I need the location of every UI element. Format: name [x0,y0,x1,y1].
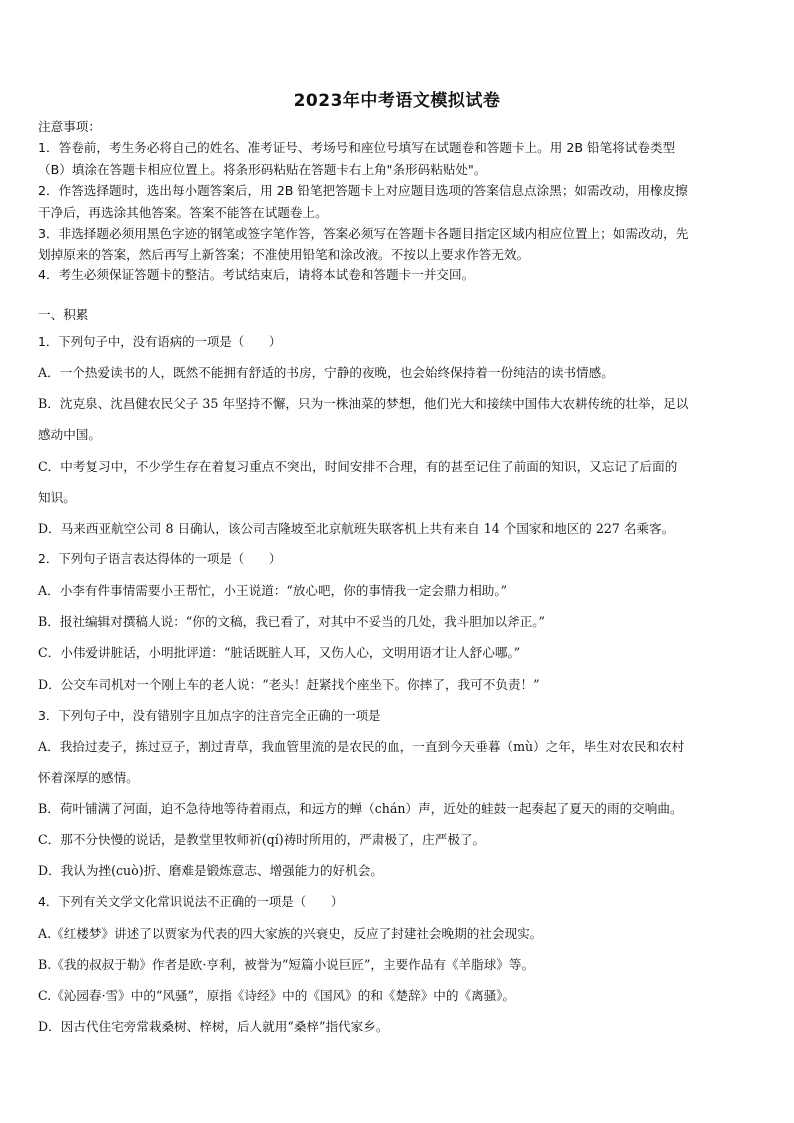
option-line: B．报社编辑对撰稿人说：“你的文稿，我已看了，对其中不妥当的几处，我斗胆加以斧正。” [38,614,545,629]
option-line: C．中考复习中，不少学生存在着复习重点不突出，时间安排不合理，有的甚至记住了前面的知识，又忘记了后面的 [38,459,678,474]
notice-line: 3．非选择题必须用黑色字迹的钢笔或签字笔作答，答案必须写在答题卡各题目指定区域内相应位置上；如需改动，先 [38,226,689,241]
section-heading: 一、积累 [38,307,89,322]
option-line: A．一个热爱读书的人，既然不能拥有舒适的书房，宁静的夜晚，也会始终保持着一份纯洁的读书情感。 [38,365,614,380]
page-title: 2023年中考语文模拟试卷 [293,91,501,111]
question-stem: 1．下列句子中，没有语病的一项是（ ） [38,334,282,349]
option-line: D．马来西亚航空公司 8 日确认，该公司吉隆坡至北京航班失联客机上共有来自 14 个国家和地区的 227 名乘客。 [38,521,675,536]
option-line: D．我认为挫(cuò)折、磨难是锻炼意志、增强能力的好机会。 [38,863,383,878]
option-line: C.《沁园春·雪》中的“风骚”，原指《诗经》中的《国风》的和《楚辞》中的《离骚》。 [38,988,516,1003]
notice-line: 划掉原来的答案，然后再写上新答案；不准使用铅笔和涂改液。不按以上要求作答无效。 [38,247,530,262]
option-line: 知识。 [38,490,76,505]
notice-line: 1．答卷前，考生务必将自己的姓名、准考证号、考场号和座位号填写在试题卷和答题卡上。用 2B 铅笔将试卷类型 [38,140,676,155]
question-stem: 4．下列有关文学文化常识说法不正确的一项是（ ） [38,894,344,909]
option-line: C．那不分快慢的说话，是教堂里牧师祈(qí)祷时所用的，严肃极了，庄严极了。 [38,832,486,847]
option-line: A．我拾过麦子，拣过豆子，割过青草，我血管里流的是农民的血，一直到今天垂暮（mù）之年，毕生对农民和农村 [38,739,685,754]
question-stem: 2．下列句子语言表达得体的一项是（ ） [38,551,282,566]
question-stem: 3．下列句子中，没有错别字且加点字的注音完全正确的一项是 [38,708,381,723]
notice-line: 2．作答选择题时，选出每小题答案后，用 2B 铅笔把答题卡上对应题目选项的答案信息点涂黑；如需改动，用橡皮擦 [38,183,688,198]
notice-heading: 注意事项： [38,119,101,134]
option-line: C．小伟爱讲脏话，小明批评道：“脏话既脏人耳，又伤人心，文明用语才让人舒心哪。” [38,645,521,660]
option-line: A.《红楼梦》讲述了以贾家为代表的四大家族的兴衰史，反应了封建社会晚期的社会现实。 [38,926,543,941]
option-line: 怀着深厚的感情。 [38,770,139,785]
option-line: A．小李有件事情需要小王帮忙，小王说道：“放心吧，你的事情我一定会鼎力相助。” [38,583,508,598]
option-line: 感动中国。 [38,427,101,442]
notice-line: 干净后，再选涂其他答案。答案不能答在试题卷上。 [38,205,328,220]
option-line: D．公交车司机对一个刚上车的老人说：“老头！赶紧找个座坐下。你摔了，我可不负责！” [38,677,540,692]
option-line: B.《我的叔叔于勒》作者是欧·亨利，被誉为“短篇小说巨匠”，主要作品有《羊脂球》等。 [38,957,535,972]
option-line: D．因古代住宅旁常栽桑树、梓树，后人就用“桑梓”指代家乡。 [38,1019,389,1034]
notice-line: （B）填涂在答题卡相应位置上。将条形码粘贴在答题卡右上角"条形码粘贴处"。 [38,162,487,177]
option-line: B．荷叶铺满了河面，迫不急待地等待着雨点，和远方的蝉（chán）声，近处的蛙鼓一起奏起了夏天的雨的交响曲。 [38,801,683,816]
notice-line: 4．考生必须保证答题卡的整洁。考试结束后，请将本试卷和答题卡一并交回。 [38,267,475,282]
option-line: B．沈克泉、沈昌健农民父子 35 年坚持不懈，只为一株油菜的梦想，他们光大和接续中国伟大农耕传统的壮举，足以 [38,396,689,411]
